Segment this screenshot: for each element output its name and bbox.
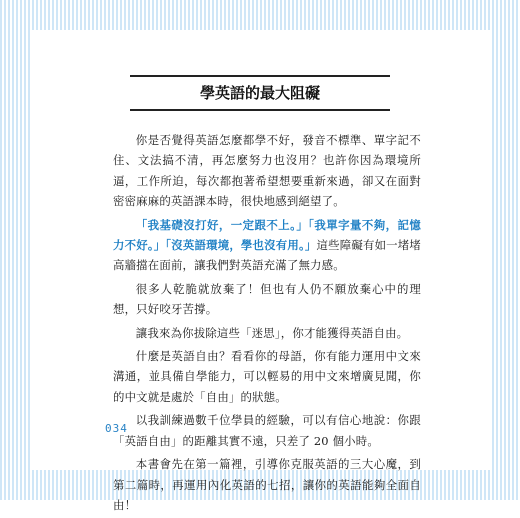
paragraph-5: 什麼是英語自由？看看你的母語，你有能力運用中文來溝通，並具備自學能力，可以輕易的用中文來增廣見聞，你的中文就是處於「自由」的狀態。: [113, 349, 421, 404]
body-text: [113, 130, 421, 518]
paragraph-1: 你是否覺得英語怎麼都學不好，發音不標準、單字記不住、文法搞不清，再怎麼努力也沒用？也許你因為環境所逼，工作所迫，每次都抱著希望想要重新來過，卻又在面對密密麻麻的英語課本時，很快地感到絕望了。: [113, 133, 421, 209]
paragraph-2: [113, 215, 421, 276]
quote-1: 「我基礎沒打好，一定跟不上。」: [135, 217, 309, 232]
paragraph-7: 本書會先在第一篇裡，引導你克服英語的三大心魔，到第二篇時，再運用內化英語的七招，讓你的英語能夠全面自由！: [113, 457, 421, 512]
paragraph-6: 以我訓練過數千位學員的經驗，可以有信心地說：你跟「英語自由」的距離其實不遠，只差了 20 個小時。: [113, 413, 421, 448]
quote-2: 「我單字量不夠，記憶力不好。」: [113, 217, 421, 253]
paragraph-4: 讓我來為你拔除這些「迷思」，你才能獲得英語自由。: [135, 325, 409, 340]
section-heading: 學英語的最大阻礙: [130, 75, 390, 111]
book-page: [30, 30, 490, 512]
paragraph-3: 很多人乾脆就放棄了！但也有人仍不願放棄心中的理想，只好咬牙苦撐。: [113, 281, 421, 317]
quote-3: 「沒英語環境，學也沒有用。」: [165, 238, 317, 253]
page-number: 034: [105, 422, 128, 435]
paragraph-2-rest: 這些障礙有如一堵堵高牆擋在面前，讓我們對英語充滿了無力感。: [113, 238, 421, 273]
